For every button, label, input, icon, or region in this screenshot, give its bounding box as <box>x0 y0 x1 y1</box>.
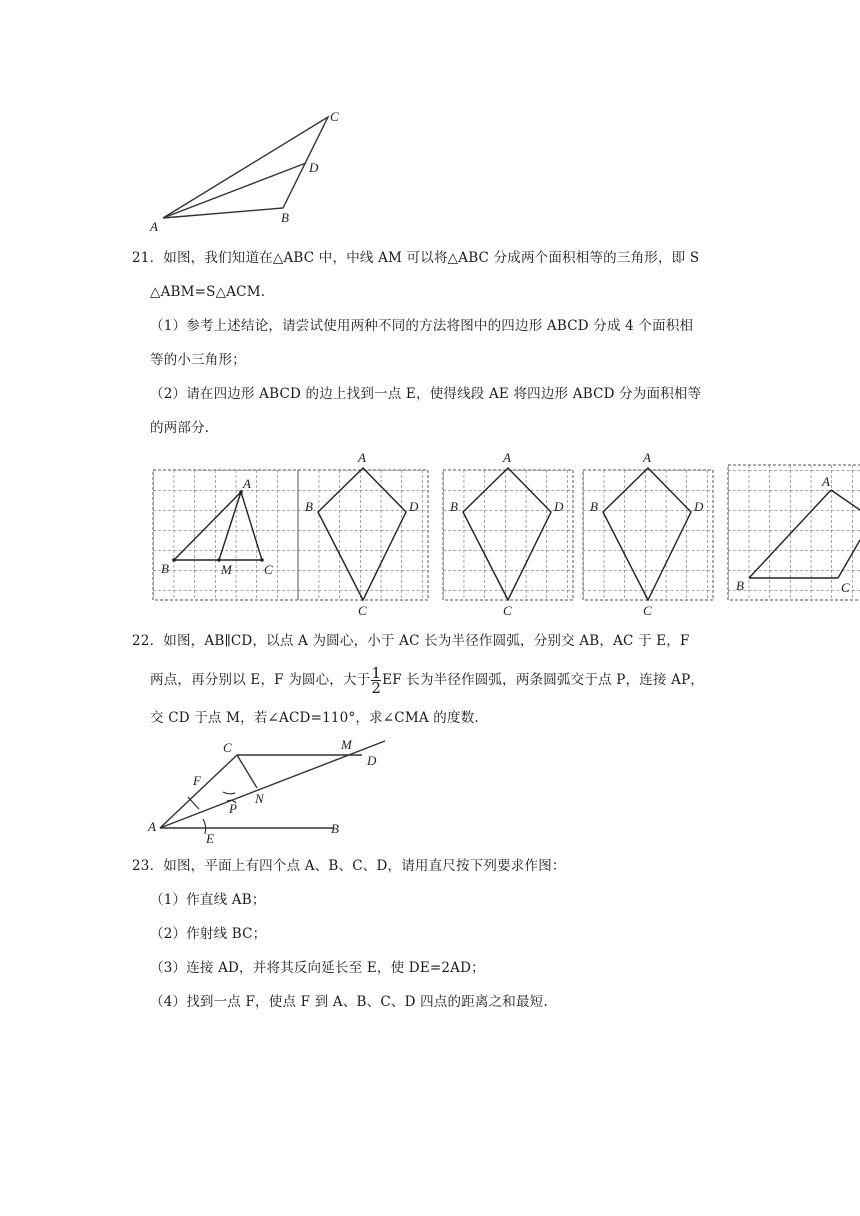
q23-text1: 如图，平面上有四个点 A、B、C、D，请用直尺按下列要求作图： <box>163 858 566 874</box>
q22-label-e: E <box>206 831 214 846</box>
q22-label-d: D <box>367 753 377 768</box>
frac-denominator: 2 <box>371 679 382 697</box>
g1-label-c: C <box>264 562 273 577</box>
g2-label-c: C <box>358 603 367 618</box>
q21-part2-a: （2）请在四边形 ABCD 的边上找到一点 E，使得线段 AE 将四边形 ABCD 分为面积相等 <box>150 386 702 402</box>
g3-label-d: D <box>554 499 564 514</box>
q21-part2-b: 的两部分. <box>150 420 210 436</box>
g1-label-m: M <box>221 562 232 577</box>
grid-4 <box>583 450 713 618</box>
q22-text2-pre: 两点，再分别以 E，F 为圆心，大于 <box>150 672 371 688</box>
grid-2 <box>298 450 428 618</box>
label-a: A <box>150 219 158 234</box>
g3-label-b: B <box>450 499 458 514</box>
q22-text1: 如图，AB∥CD，以点 A 为圆心，小于 AC 长为半径作圆弧，分别交 AB，AC 于 E，F <box>163 633 690 649</box>
q22-text2-post: EF 长为半径作圆弧，两条圆弧交于点 P，连接 AP， <box>382 672 705 688</box>
q23-item1: （1）作直线 AB； <box>150 892 266 908</box>
q22-line1 <box>132 631 690 651</box>
g2-label-d: D <box>409 499 419 514</box>
q22-label-p: P <box>229 801 237 816</box>
q22-number: 22． <box>132 633 164 649</box>
g4-label-b: B <box>590 499 598 514</box>
q22-label-b: B <box>331 821 339 836</box>
g3-label-a: A <box>503 450 511 465</box>
q21-line1 <box>132 248 699 268</box>
label-b: B <box>281 210 289 225</box>
fraction-half <box>371 666 381 695</box>
q22-line2 <box>150 666 704 695</box>
g5-label-a: A <box>822 474 830 489</box>
q23-line1 <box>132 856 566 876</box>
grid-1 <box>153 470 298 600</box>
parallel-lines-figure <box>145 735 390 847</box>
g5-label-c: C <box>841 580 850 595</box>
g5-label-b: B <box>736 578 744 593</box>
grid-figures <box>140 450 860 618</box>
q23-item2: （2）作射线 BC； <box>150 926 267 942</box>
g4-label-a: A <box>643 450 651 465</box>
label-c: C <box>330 109 339 124</box>
label-d: D <box>309 160 319 175</box>
q22-label-c: C <box>223 740 232 755</box>
triangle-figure <box>148 105 348 235</box>
g4-label-c: C <box>643 603 652 618</box>
g2-label-b: B <box>305 499 313 514</box>
q21-part1-a: （1）参考上述结论，请尝试使用两种不同的方法将图中的四边形 ABCD 分成 4 个面积相 <box>150 318 694 334</box>
q23-number: 23． <box>132 858 164 874</box>
g3-label-c: C <box>503 603 512 618</box>
g1-label-a: A <box>243 476 251 491</box>
g1-label-b: B <box>161 561 169 576</box>
g2-label-a: A <box>358 450 366 465</box>
grid-3 <box>443 450 573 618</box>
frac-numerator: 1 <box>371 664 382 682</box>
q21-text1: 如图，我们知道在△ABC 中，中线 AM 可以将△ABC 分成两个面积相等的三角形，即 S <box>163 250 700 266</box>
q22-label-f: F <box>193 773 201 788</box>
g4-label-d: D <box>694 499 704 514</box>
q21-line2: △ABM=S△ACM. <box>150 284 266 300</box>
q22-label-m: M <box>341 737 352 752</box>
grid-5 <box>728 465 860 600</box>
q23-item4: （4）找到一点 F，使点 F 到 A、B、C、D 四点的距离之和最短. <box>150 994 548 1010</box>
q21-number: 21． <box>132 250 164 266</box>
q22-label-a: A <box>148 819 156 834</box>
q22-line3: 交 CD 于点 M，若∠ACD=110°，求∠CMA 的度数. <box>150 710 479 726</box>
q22-label-n: N <box>255 791 264 806</box>
q23-item3: （3）连接 AD，并将其反向延长至 E，使 DE=2AD； <box>150 960 485 976</box>
q21-part1-b: 等的小三角形； <box>150 352 246 368</box>
